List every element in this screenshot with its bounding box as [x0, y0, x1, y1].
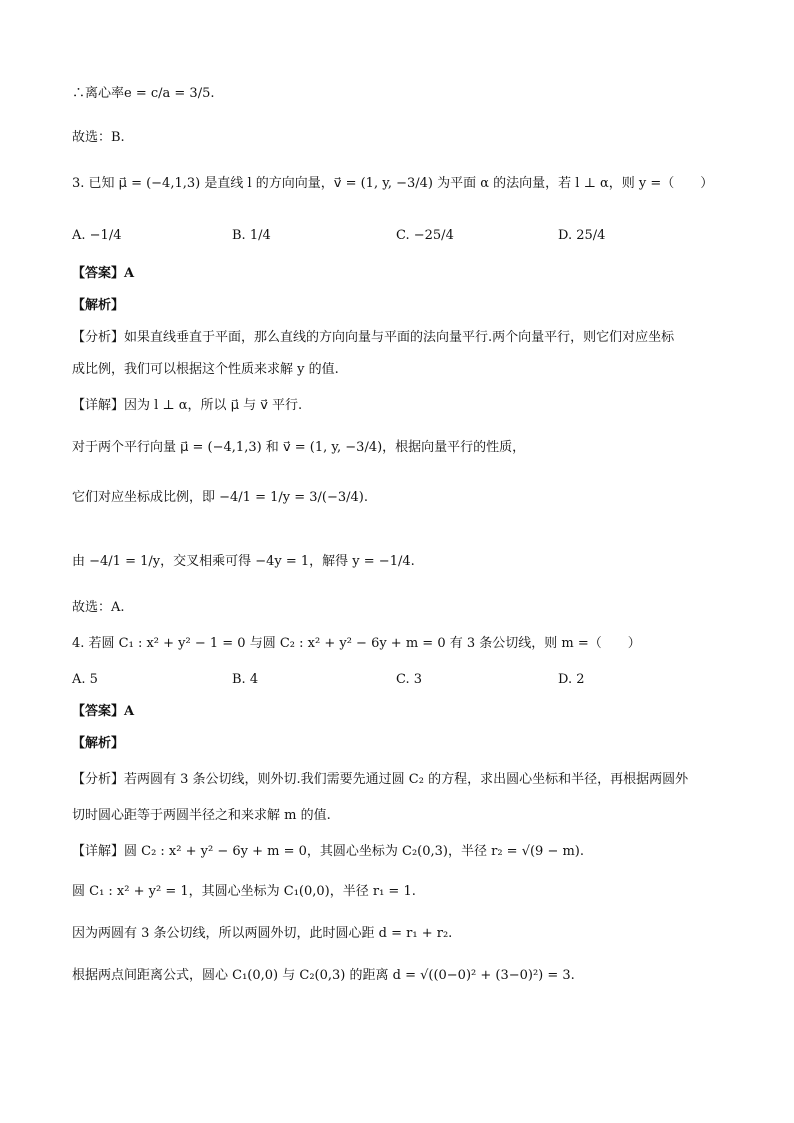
q3-option-c: C. −25/4	[396, 228, 454, 243]
question-4: 4. 若圆 C₁ : x² + y² − 1 = 0 与圆 C₂ : x² + y² − 6y + m = 0 有 3 条公切线，则 m =（ ）	[72, 636, 641, 651]
q3-option-d: D. 25/4	[558, 228, 606, 243]
q3-detail-2: 对于两个平行向量 μ⃗ = (−4,1,3) 和 v⃗ = (1, y, −3/4)，根据向量平行的性质，	[72, 440, 526, 455]
q3-option-a: A. −1/4	[72, 228, 122, 243]
q4-option-c: C. 3	[396, 672, 423, 687]
q4-option-b: B. 4	[232, 672, 259, 687]
q4-detail-3: 因为两圆有 3 条公切线，所以两圆外切，此时圆心距 d = r₁ + r₂.	[72, 926, 453, 941]
q3-option-b: B. 1/4	[232, 228, 271, 243]
q4-detail-2: 圆 C₁ : x² + y² = 1，其圆心坐标为 C₁(0,0)，半径 r₁ = 1.	[72, 884, 416, 899]
q3-analysis-text-2: 成比例，我们可以根据这个性质来求解 y 的值.	[72, 362, 339, 377]
q3-analysis-text-1: 【分析】如果直线垂直于平面，那么直线的方向向量与平面的法向量平行.两个向量平行，则它们对应坐标	[72, 330, 675, 345]
question-3: 3. 已知 μ⃗ = (−4,1,3) 是直线 l 的方向向量，v⃗ = (1, y, −3/4) 为平面 α 的法向量，若 l ⊥ α，则 y =（ ）	[72, 176, 714, 191]
q4-analysis-text-1: 【分析】若两圆有 3 条公切线，则外切.我们需要先通过圆 C₂ 的方程，求出圆心坐标和半径，再根据两圆外	[72, 772, 689, 787]
q3-detail-1: 【详解】因为 l ⊥ α，所以 μ⃗ 与 v⃗ 平行.	[72, 398, 303, 413]
q3-detail-3: 它们对应坐标成比例，即 −4/1 = 1/y = 3/(−3/4).	[72, 490, 368, 505]
q4-option-d: D. 2	[558, 672, 585, 687]
answer-choice-line: 故选：B.	[72, 130, 125, 145]
q3-analysis-heading: 【解析】	[72, 298, 125, 313]
eccentricity-line: ∴离心率e = c/a = 3/5.	[72, 86, 215, 101]
q4-detail-1: 【详解】圆 C₂ : x² + y² − 6y + m = 0，其圆心坐标为 C₂(0,3)，半径 r₂ = √(9 − m).	[72, 844, 585, 859]
q4-option-a: A. 5	[72, 672, 98, 687]
q3-detail-4: 由 −4/1 = 1/y，交叉相乘可得 −4y = 1，解得 y = −1/4.	[72, 554, 415, 569]
q4-detail-4: 根据两点间距离公式，圆心 C₁(0,0) 与 C₂(0,3) 的距离 d = √((0−0)² + (3−0)²) = 3.	[72, 968, 575, 983]
q4-analysis-heading: 【解析】	[72, 736, 125, 751]
q4-analysis-text-2: 切时圆心距等于两圆半径之和来求解 m 的值.	[72, 808, 331, 823]
q4-answer: 【答案】A	[72, 704, 135, 719]
q3-answer: 【答案】A	[72, 266, 135, 281]
q3-detail-5: 故选：A.	[72, 600, 125, 615]
